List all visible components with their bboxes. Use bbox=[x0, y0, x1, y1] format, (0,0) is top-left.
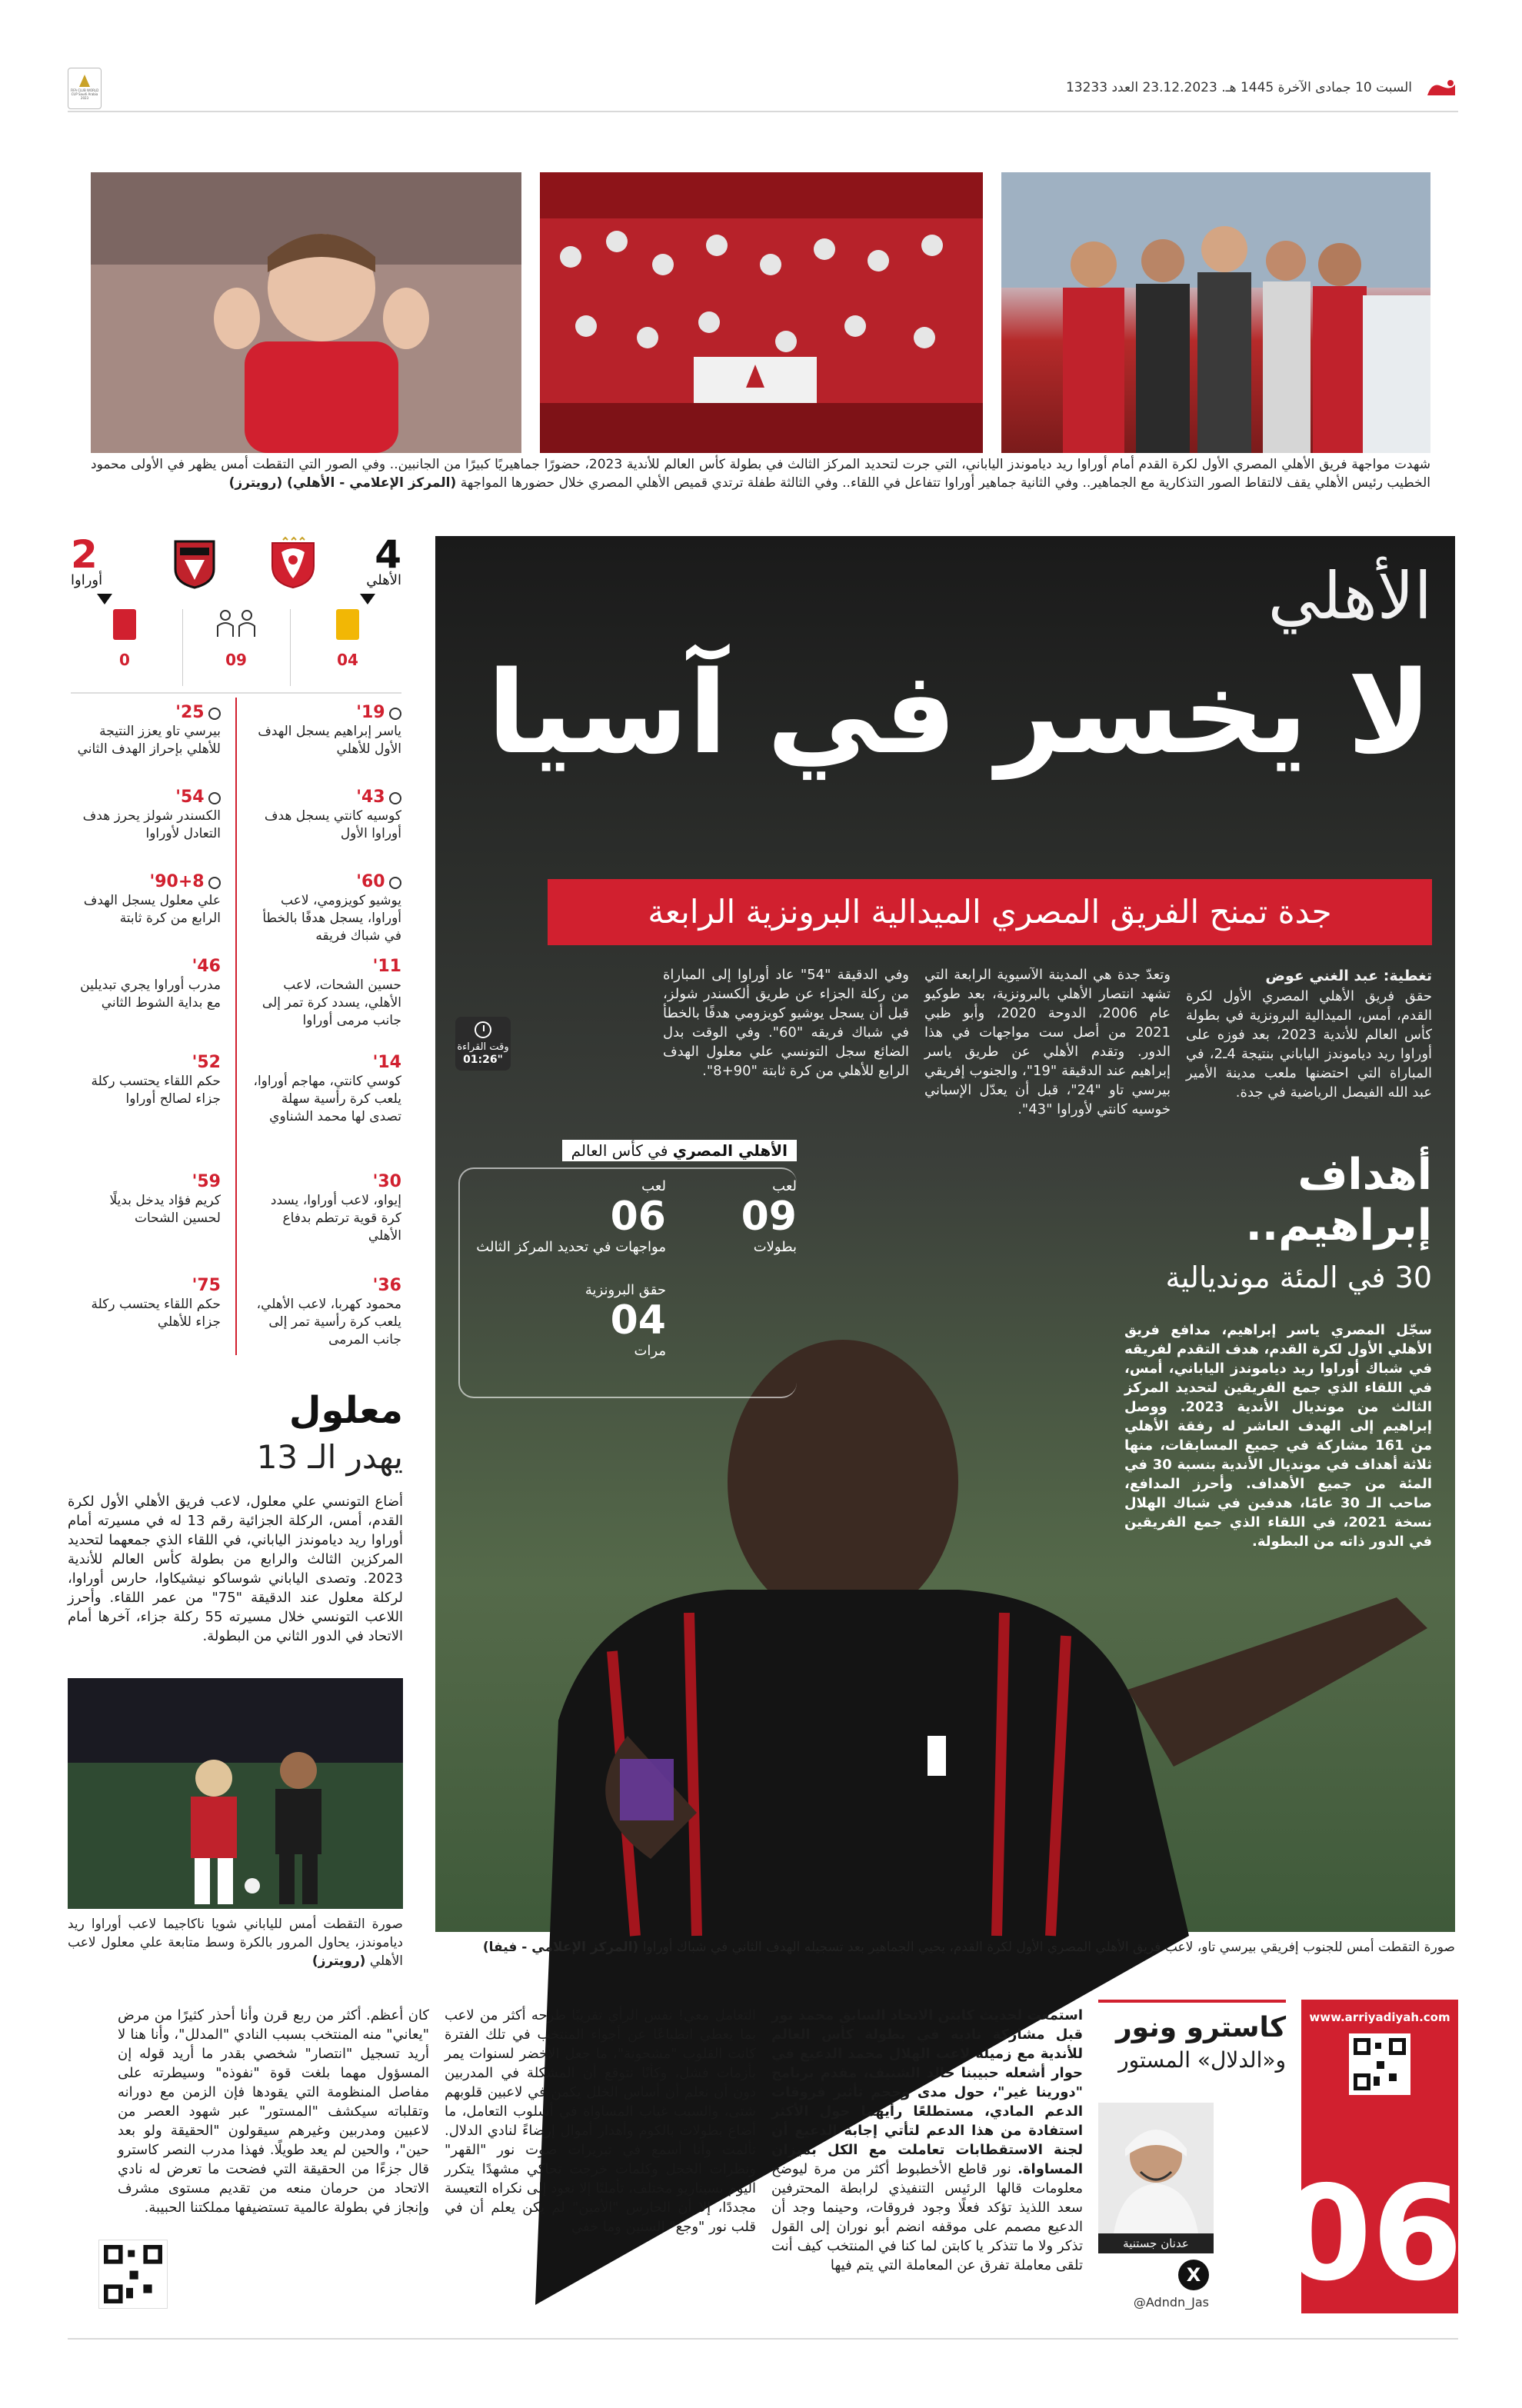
photo-khatib-with-fans bbox=[1001, 172, 1430, 453]
main-photo-caption bbox=[435, 1938, 1455, 1957]
away-event-minute: 25' bbox=[175, 703, 205, 722]
stats-box-title bbox=[562, 1140, 797, 1161]
home-event-minute: 19' bbox=[356, 703, 385, 722]
ibrahim-body: سجّل المصري ياسر إبراهيم، مدافع فريق الأهلي الأول لكرة القدم، هدف التقدم لفريقه في شباك أوراوا ريد دياموندز الياباني، أمس، في اللقاء الذي جمع الفريقين لتحديد المركز الثالث من مونديال الأندية 2023. ووصل إبراهيم إلى الهدف العاشر له رفقة الأهلي من 161 مشاركة في جميع المسابقات، منها ثلاثة أهداف في مونديال الأندية بنسبة 30 في المئة من جميع الأهداف. وأحرز المدافع، صاحب الـ 30 عامًا، هدفين في شباك الهلال نسخة 2021، في اللقاء الذي جمع الفريقين في الدور ذاته من البطولة. bbox=[1124, 1322, 1433, 1550]
away-event-minute: 52' bbox=[191, 1053, 221, 1072]
ball-icon bbox=[208, 708, 221, 720]
stats-divider-2 bbox=[290, 609, 291, 686]
away-event-minute: 90+8' bbox=[149, 872, 205, 891]
ahly-world-cup-stats bbox=[458, 1140, 797, 1401]
yellow-cards-value: 04 bbox=[337, 651, 358, 669]
stat-item bbox=[458, 1178, 666, 1255]
x-logo-icon: X bbox=[1178, 2260, 1209, 2290]
timeline-row bbox=[71, 1277, 401, 1361]
article-col-1 bbox=[1186, 965, 1432, 1102]
article-col-1-text: حقق فريق الأهلي المصري الأول لكرة القدم، أمس، الميدالية البرونزية في بطولة كأس العالم للأندية 2023، بعد فوزه على أوراوا ريد دياموندز الياباني بنتيجة 4ـ2، في المباراة التي احتضنها ملعب مدينة الأمير عبد الله الفيصل الرياضية في جدة. bbox=[1186, 988, 1433, 1101]
stat-top: لعب bbox=[772, 1178, 797, 1194]
away-score: 2 bbox=[71, 532, 98, 577]
timeline-row bbox=[71, 873, 401, 965]
maaloul-body: أضاع التونسي علي معلول، لاعب فريق الأهلي الأول لكرة القدم، أمس، الركلة الجزائية رقم 13 له في مسيرته أمام أوراوا ريد دياموندز الياباني، في اللقاء الذي جمعهما لتحديد المركزين الثالث والرابع من بطولة كأس العالم للأندية 2023. وتصدى الياباني شوساكو نيشيكاوا، حارس أوراوا، لركلة معلول عند الدقيقة "75" من عمر اللقاء. وأحرز اللاعب التونسي خلال مسيرته 55 ركلة جزاء، آخرها أمام الاتحاد في الدور الثاني من البطولة. bbox=[68, 1494, 403, 1644]
stat-bottom: مرات bbox=[634, 1343, 666, 1359]
photo-girl-in-ahly-shirt bbox=[91, 172, 521, 453]
home-event bbox=[251, 788, 401, 843]
main-caption-text: صورة التقطت أمس للجنوب إفريقي بيرسي تاو، لاعب فريق الأهلي المصري الأول لكرة القدم، يحيي الجماهير بعد تسجيله الهدف الثاني في شباك أوراوا bbox=[642, 1940, 1455, 1955]
ibrahim-title-line2: إبراهيم.. bbox=[1245, 1201, 1432, 1251]
home-event-text: كوسي كانتي، مهاجم أوراوا، يلعب كرة رأسية سهلة تصدى لها محمد الشناوي bbox=[253, 1074, 401, 1124]
byline: تغطية: عبد الغني عوض bbox=[1265, 968, 1432, 984]
column-lead: استمعت لحديث كابتن الاتحاد السابق محمد نور قبل مشاركة ناديه في بطولة كأس العالم للأندية مع زميله لاعب الهلال محمد الدعيع في حوار أشعله حبيبنا خالد الشنيف، مقدم برنامج "دورينا غير"، حول مدى وحجم تأثير فروقات الدعم المادي، مستطلعًا رأيهما حول الأكثر استفادة من هذا الدعم لتأتي إجابة الدعيع أن لجنة الاستقطابات تعاملت مع الكل بميزان المساواة. bbox=[771, 2007, 1083, 2177]
red-cards-stat bbox=[94, 609, 155, 669]
home-event bbox=[251, 958, 401, 1030]
yellow-cards-stat bbox=[317, 609, 378, 669]
column-title: كاسترو ونور bbox=[1115, 2012, 1286, 2043]
away-event-text: حكم اللقاء يحتسب ركلة جزاء لصالح أوراوا bbox=[91, 1074, 221, 1107]
timeline-row bbox=[71, 788, 401, 881]
match-stats bbox=[71, 609, 401, 694]
main-feature-panel bbox=[435, 536, 1455, 1932]
away-event-text: علي معلول يسجل الهدف الرابع من كرة ثابتة bbox=[83, 893, 221, 926]
away-event-text: مدرب أوراوا يجري تبديلين مع بداية الشوط الثاني bbox=[80, 978, 221, 1011]
home-event bbox=[251, 1173, 401, 1245]
column-subtitle: و«الدلال» المستور bbox=[1118, 2047, 1286, 2073]
home-event-minute: 11' bbox=[372, 957, 401, 976]
home-event-minute: 14' bbox=[372, 1053, 401, 1072]
reading-time-badge bbox=[455, 1017, 511, 1071]
home-event-minute: 43' bbox=[356, 788, 385, 807]
timeline-row bbox=[71, 704, 401, 796]
home-event bbox=[251, 873, 401, 945]
top-photos-caption bbox=[91, 455, 1430, 501]
columnist-photo bbox=[1098, 2103, 1214, 2233]
headline: لا يخسر في آسيا bbox=[487, 647, 1432, 779]
subheadline-bar bbox=[548, 879, 1432, 945]
stat-item bbox=[458, 1282, 666, 1359]
column-text-a-rest: نور قاطع الأخطبوط أكثر من مرة ليوضح معلومات قالها الرئيس التنفيذي لرابطة المحترفين سعد اللذيذ تؤكد فعلًا وجود فروقات، وحينما وجد أن الدعيع مصمم على موقفه انضم أبو نوران إلى القول تذكر ولا ما تتذكر يا كابتن لما كنا في المنتخب كيف أنت تلقى معاملة تفرق عن المعاملة التي يتم فيها bbox=[771, 2161, 1083, 2273]
away-event bbox=[71, 788, 221, 843]
away-event-text: بيرسي تاو يعزز النتيجة للأهلي بإحراز الهدف الثاني bbox=[77, 724, 221, 757]
maaloul-caption-credit: (رويترز) bbox=[311, 1953, 366, 1969]
fifa-badge-text: FIFA CLUB WORLD CUP Saudi Arabia 2023 bbox=[70, 88, 99, 100]
urawa-crest-icon bbox=[171, 537, 218, 589]
ball-icon bbox=[208, 792, 221, 804]
column-text-c: كان أعظم. أكثر من ربع قرن وأنا أحذر كثيرًا من مرض "يعاني" منه المنتخب بسبب النادي "المدلل"، وأنا هنا لا أريد تسجيل "انتصار" شخصي بقدر ما أريد قوله إن المسؤول مهما بلغت قوة "نفوذه" وسيطرته على مفاصل المنظومة التي يقودها فإن الزمن مع دورانه وتقلباته سيكشف "المستور" عبر شهود العصر من لاعبين ومدربين وغيرهم سيقولون "الحقيقة ولو بعد حين"، والحين لم يعد طويلًا. فهذا مدرب النصر كاسترو قال جزءًا من الحقيقة التي فضحت ما تعرض له نادي الاتحاد من حرمان منعه من تقديم مستوى مشرف وإنجاز في بطولة عالمية تستضيفها مملكتنا الحبيبة. bbox=[118, 2007, 429, 2216]
home-event bbox=[251, 1277, 401, 1349]
stat-top: لعب bbox=[641, 1178, 666, 1194]
away-event bbox=[71, 873, 221, 928]
away-event bbox=[71, 958, 221, 1012]
top-caption-text: شهدت مواجهة فريق الأهلي المصري الأول لكرة القدم أمام أوراوا ريد دياموندز الياباني، التي جرت لتحديد المركز الثالث في بطولة كأس العالم للأندية 2023، حضورًا جماهيريًا كبيرًا من الجانبين.. وفي الصور التي التقطت أمس يظهر في الأولى محمود الخطيب رئيس الأهلي يقف لالتقاط الصور التذكارية مع الجماهير.. وفي الثانية جماهير أوراوا تتفاعل في اللقاء.. وفي الثالثة طفلة ترتدي قميص الأهلي المصري خلال حضورها المواجهة bbox=[91, 457, 1430, 491]
stat-bottom: بطولات bbox=[753, 1239, 797, 1255]
columnist-handle: @Adndn_Jas bbox=[1133, 2295, 1209, 2310]
ball-icon bbox=[389, 708, 401, 720]
red-card-icon bbox=[113, 609, 136, 640]
timeline-row bbox=[71, 1173, 401, 1257]
page-header bbox=[68, 66, 1458, 112]
away-event-minute: 46' bbox=[191, 957, 221, 976]
page-number-panel bbox=[1281, 2000, 1463, 2313]
home-score: 4 bbox=[375, 532, 401, 577]
substitutions-value: 09 bbox=[225, 651, 247, 669]
away-arrow-icon bbox=[97, 594, 112, 604]
away-team-name: أوراوا bbox=[71, 572, 103, 588]
maaloul-title: معلول bbox=[288, 1389, 403, 1432]
article-col-3: وفي الدقيقة "54" عاد أوراوا إلى المباراة من ركلة الجزاء عن طريق ألكسندر شولز، قبل أن يسجل يوشيو كويزومي هدفًا بالخطأ في شباك فريقه "60". وفي الوقت بدل الضائع سجل التونسي علي معلول الهدف الرابع للأهلي من كرة ثابتة "90+8". bbox=[663, 967, 910, 1079]
home-team-name: الأهلي bbox=[366, 572, 401, 588]
column-text-a bbox=[771, 2006, 1083, 2275]
substitution-icon bbox=[213, 609, 259, 640]
opinion-column bbox=[68, 2000, 1463, 2323]
ibrahim-title-line1: أهداف bbox=[1297, 1150, 1432, 1200]
home-event-text: كوسيه كانتي يسجل هدف أوراوا الأول bbox=[264, 808, 401, 841]
away-event bbox=[71, 704, 221, 758]
maaloul-subtitle: يهدر الـ 13 bbox=[256, 1438, 403, 1476]
article-text-area bbox=[663, 965, 1432, 1142]
kicker: الأهلي bbox=[1267, 558, 1432, 634]
away-event bbox=[71, 1054, 221, 1108]
home-event-text: حسين الشحات، لاعب الأهلي، يسدد كرة تمر إلى جانب مرمى أوراوا bbox=[261, 978, 401, 1028]
home-event-minute: 30' bbox=[372, 1172, 401, 1191]
qr-code-icon bbox=[1349, 2033, 1410, 2095]
reading-time-value: 01:26" bbox=[463, 1054, 503, 1066]
home-event-text: ياسر إبراهيم يسجل الهدف الأول للأهلي bbox=[258, 724, 401, 757]
stat-item bbox=[681, 1178, 797, 1255]
away-event-text: كريم فؤاد يدخل بديلًا لحسين الشحات bbox=[109, 1193, 221, 1226]
red-cards-value: 0 bbox=[119, 651, 130, 669]
article-col-2: وتعدّ جدة هي المدينة الآسيوية الرابعة التي تشهد انتصار الأهلي بالبرونزية، بعد طوكيو عام 2006، الدوحة 2020، وأبو ظبي 2021 من أصل ست مواجهات في هذا الدور. وتقدم الأهلي عن طريق ياسر إبراهيم عند الدقيقة "19"، والجنوب إفريقي بيرسي تاو "24"، قبل أن يعدّل الإسباني خوسيه كانتي لأوراوا "43". bbox=[924, 967, 1171, 1117]
column-qr-code-icon bbox=[98, 2240, 168, 2309]
away-event-minute: 54' bbox=[175, 788, 205, 807]
home-event bbox=[251, 1054, 401, 1126]
stats-divider-1 bbox=[182, 609, 183, 686]
ibrahim-story bbox=[1124, 1150, 1432, 1551]
away-event bbox=[71, 1277, 221, 1331]
away-event-minute: 59' bbox=[191, 1172, 221, 1191]
timeline-row bbox=[71, 958, 401, 1042]
stat-value: 06 bbox=[610, 1194, 666, 1240]
maaloul-caption-text: صورة التقطت أمس للياباني شويا ناكاجيما لاعب أوراوا ريد دياموندز، يحاول المرور بالكرة وسط متابعة علي معلول لاعب الأهلي bbox=[68, 1917, 403, 1969]
away-event-text: حكم اللقاء يحتسب ركلة جزاء للأهلي bbox=[91, 1297, 221, 1330]
clock-icon bbox=[475, 1021, 491, 1038]
timeline-row bbox=[71, 1054, 401, 1146]
maaloul-photo-caption bbox=[68, 1915, 403, 1970]
home-arrow-icon bbox=[360, 594, 375, 604]
substitutions-stat bbox=[205, 609, 267, 669]
subheadline: جدة تمنح الفريق المصري الميدالية البرونزية الرابعة bbox=[648, 893, 1332, 931]
column-text-b: التعامل معي! نفس الرأي تقريبًا طرحه أكثر من لاعب بما يعطي انطباعًا عن أجواء المنتخب في تلك الفترة كانت القلوب "مشحونة"، ما جعل الأخضر لسنوات يمر بأزمات فشل، وكأنًا نتوقع أن المشكلة في المدربين دون أن نعلم أن أساس الخلل يكمن في لاعبين قلوبهم شتى، والسبب غياب المساواة في أسلوب التعامل، ما أضاع بطولات بالكوم وأهدار أموال إرضاءً لنادي الدلال. تألمت وأنا أسمع في تبريرات صوت نور "القهر" ونظرات الخجل وكلمات خرجت تحاكي مشهدًا يتكرر اليوم بسيناريو مختلف، تأملتًا إلا نعود إلى نكراه التعيسة مجددًا، إلا أن الحارس "الأمين" لم يكن يعلم أن في قلب نور "وجع" السنين وما خفي bbox=[445, 2007, 756, 2235]
main-caption-credit: (المركز الإعلامي - فيفا) bbox=[482, 1940, 639, 1955]
stats-title-rest: في كأس العالم bbox=[571, 1141, 668, 1160]
stat-value: 04 bbox=[610, 1297, 666, 1344]
home-event-text: إيواو، لاعب أوراوا، يسدد كرة قوية ترتطم بدفاع الأهلي bbox=[270, 1193, 401, 1244]
al-ahly-crest-icon bbox=[269, 537, 317, 589]
top-caption-credit: (المركز الإعلامي - الأهلي) (رويترز) bbox=[228, 475, 457, 491]
page-bottom-rule bbox=[68, 2338, 1458, 2340]
fifa-club-world-cup-badge bbox=[68, 68, 102, 109]
away-event-minute: 75' bbox=[191, 1276, 221, 1295]
stat-value: 09 bbox=[741, 1194, 797, 1240]
columnist-name: عدنان جستنية bbox=[1098, 2233, 1214, 2253]
ibrahim-subtitle: 30 في المئة مونديالية bbox=[1165, 1261, 1432, 1294]
home-event bbox=[251, 704, 401, 758]
yellow-card-icon bbox=[336, 609, 359, 640]
ball-icon bbox=[208, 877, 221, 889]
home-event-text: محمود كهربا، لاعب الأهلي، يلعب كرة رأسية تمر إلى جانب المرمى bbox=[256, 1297, 401, 1347]
date-line: السبت 10 جمادى الآخرة 1445 هـ. 23.12.2023 العدد 13233 bbox=[1065, 80, 1412, 95]
photo-urawa-fans bbox=[540, 172, 983, 453]
home-event-minute: 36' bbox=[372, 1276, 401, 1295]
away-event-text: الكسندر شولز يحرز هدف التعادل لأوراوا bbox=[82, 808, 221, 841]
page-number: 06 bbox=[1281, 2158, 1463, 2310]
ball-icon bbox=[389, 877, 401, 889]
website: www.arriyadiyah.com bbox=[1309, 2010, 1450, 2024]
stat-top: حقق البرونزية bbox=[584, 1282, 666, 1298]
home-event-text: يوشيو كويزومي، لاعب أوراوا، يسجل هدفًا بالخطأ في شباك فريقه bbox=[262, 893, 401, 944]
ball-icon bbox=[389, 792, 401, 804]
newspaper-logo bbox=[1424, 78, 1458, 102]
stat-bottom: مواجهات في تحديد المركز الثالث bbox=[476, 1239, 666, 1255]
scoreboard-header bbox=[71, 532, 401, 603]
away-event bbox=[71, 1173, 221, 1227]
home-event-minute: 60' bbox=[356, 872, 385, 891]
columnist-block bbox=[1098, 2000, 1286, 2313]
reading-time-label: وقت القراءة bbox=[457, 1041, 509, 1053]
stats-title-bold: الأهلي المصري bbox=[672, 1141, 788, 1160]
photo-maaloul-nakajima bbox=[68, 1678, 403, 1909]
